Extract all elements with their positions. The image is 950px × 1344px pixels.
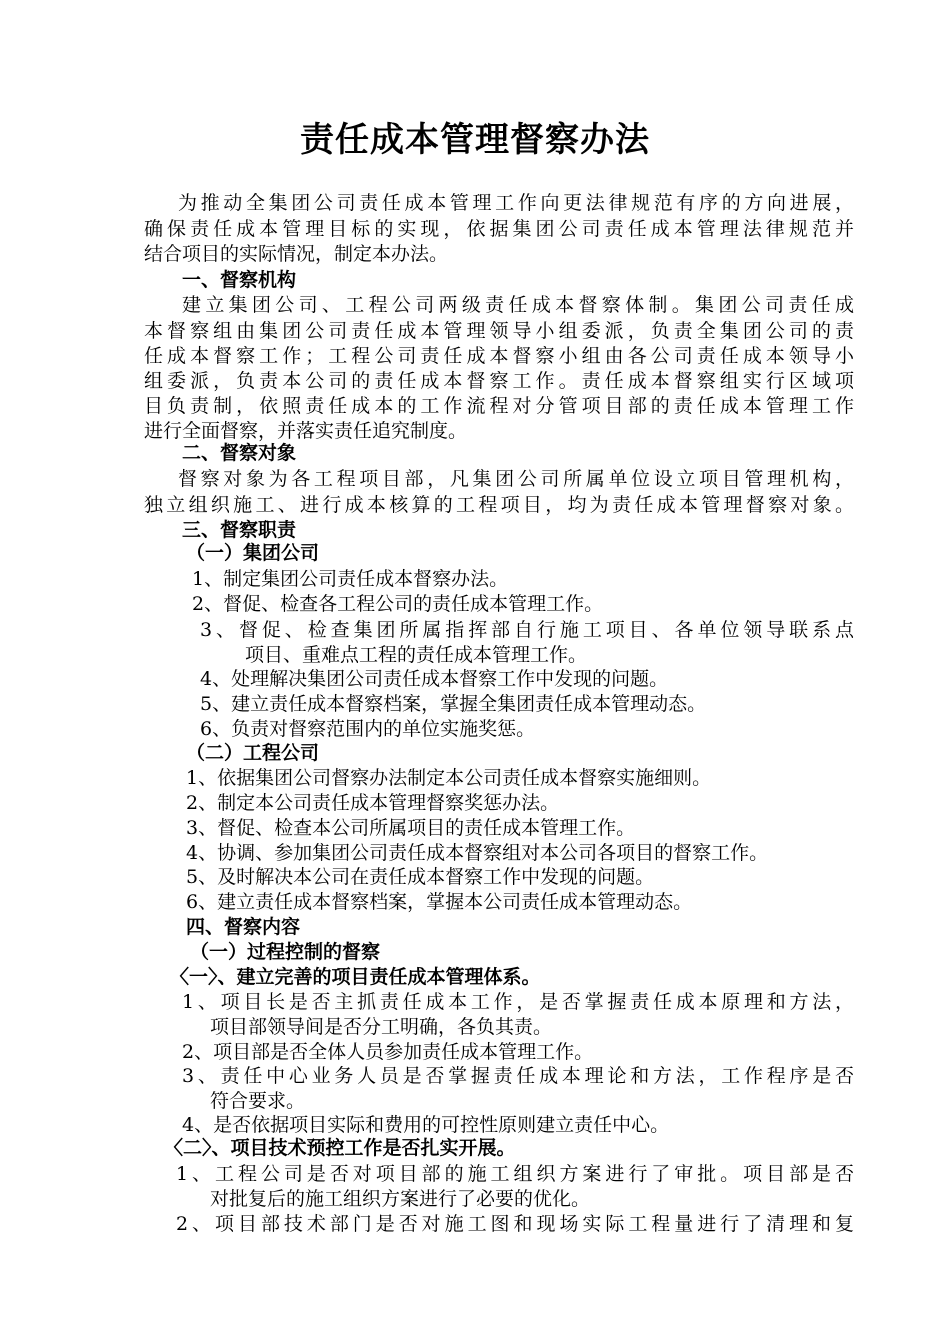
section-heading: 一、督察机构 bbox=[182, 269, 297, 291]
list-item: 6、负责对督察范围内的单位实施奖惩。 bbox=[200, 718, 536, 740]
list-item: 4、协调、参加集团公司责任成本督察组对本公司各项目的督察工作。 bbox=[186, 842, 769, 864]
list-item: 5、及时解决本公司在责任成本督察工作中发现的问题。 bbox=[186, 866, 655, 888]
list-item: 2、督促、检查各工程公司的责任成本管理工作。 bbox=[192, 593, 604, 615]
list-item: 1、制定集团公司责任成本督察办法。 bbox=[192, 568, 509, 590]
paragraph-line: 独立组织施工、进行成本核算的工程项目，均为责任成本管理督察对象。 bbox=[144, 494, 854, 516]
list-item: 4、处理解决集团公司责任成本督察工作中发现的问题。 bbox=[200, 668, 669, 690]
document-title: 责任成本管理督察办法 bbox=[300, 120, 650, 160]
subsection-heading: 〈一〉、建立完善的项目责任成本管理体系。 bbox=[170, 966, 541, 988]
subsection-heading: （一）集团公司 bbox=[186, 542, 320, 564]
intro-line: 为推动全集团公司责任成本管理工作向更法律规范有序的方向进展， bbox=[178, 192, 854, 214]
list-item: 2、项目部技术部门是否对施工图和现场实际工程量进行了清理和复 bbox=[176, 1213, 854, 1235]
list-item: 1、工程公司是否对项目部的施工组织方案进行了审批。项目部是否 bbox=[176, 1163, 854, 1185]
list-item: 1、依据集团公司督察办法制定本公司责任成本督察实施细则。 bbox=[186, 767, 712, 789]
paragraph-line: 督察对象为各工程项目部，凡集团公司所属单位设立项目管理机构， bbox=[178, 468, 854, 490]
paragraph-line: 目负责制，依照责任成本的工作流程对分管项目部的责任成本管理工作 bbox=[144, 395, 854, 417]
list-item-continuation: 项目部领导间是否分工明确，各负其责。 bbox=[210, 1016, 553, 1038]
paragraph-line: 本督察组由集团公司责任成本管理领导小组委派，负责全集团公司的责 bbox=[144, 320, 854, 342]
intro-line: 结合项目的实际情况，制定本办法。 bbox=[144, 243, 449, 265]
list-item: 3、督促、检查本公司所属项目的责任成本管理工作。 bbox=[186, 817, 636, 839]
list-item: 4、是否依据项目实际和费用的可控性原则建立责任中心。 bbox=[182, 1114, 670, 1136]
list-item: 2、项目部是否全体人员参加责任成本管理工作。 bbox=[182, 1041, 594, 1063]
paragraph-line: 建立集团公司、工程公司两级责任成本督察体制。集团公司责任成 bbox=[182, 294, 854, 316]
paragraph-line: 任成本督察工作；工程公司责任成本督察小组由各公司责任成本领导小 bbox=[144, 345, 854, 367]
paragraph-line: 进行全面督察，并落实责任追究制度。 bbox=[144, 420, 468, 442]
list-item: 2、制定本公司责任成本管理督察奖惩办法。 bbox=[186, 792, 560, 814]
list-item: 1、项目长是否主抓责任成本工作，是否掌握责任成本原理和方法， bbox=[182, 991, 854, 1013]
subsection-heading: （二）工程公司 bbox=[186, 742, 320, 764]
subsection-heading: （一）过程控制的督察 bbox=[190, 941, 381, 963]
list-item: 3、责任中心业务人员是否掌握责任成本理论和方法，工作程序是否 bbox=[182, 1065, 854, 1087]
section-heading: 三、督察职责 bbox=[182, 519, 297, 541]
list-item-continuation: 对批复后的施工组织方案进行了必要的优化。 bbox=[210, 1188, 591, 1210]
list-item-continuation: 项目、重难点工程的责任成本管理工作。 bbox=[245, 644, 588, 666]
paragraph-line: 组委派，负责本公司的责任成本督察工作。责任成本督察组实行区域项 bbox=[144, 370, 854, 392]
section-heading: 四、督察内容 bbox=[186, 916, 301, 938]
list-item-continuation: 符合要求。 bbox=[210, 1090, 306, 1112]
intro-line: 确保责任成本管理目标的实现，依据集团公司责任成本管理法律规范并 bbox=[144, 218, 854, 240]
list-item: 3、督促、检查集团所属指挥部自行施工项目、各单位领导联系点 bbox=[200, 619, 854, 641]
list-item: 6、建立责任成本督察档案，掌握本公司责任成本管理动态。 bbox=[186, 891, 693, 913]
list-item: 5、建立责任成本督察档案，掌握全集团责任成本管理动态。 bbox=[200, 693, 707, 715]
section-heading: 二、督察对象 bbox=[182, 442, 297, 464]
subsection-heading: 〈二〉、项目技术预控工作是否扎实开展。 bbox=[164, 1137, 516, 1159]
